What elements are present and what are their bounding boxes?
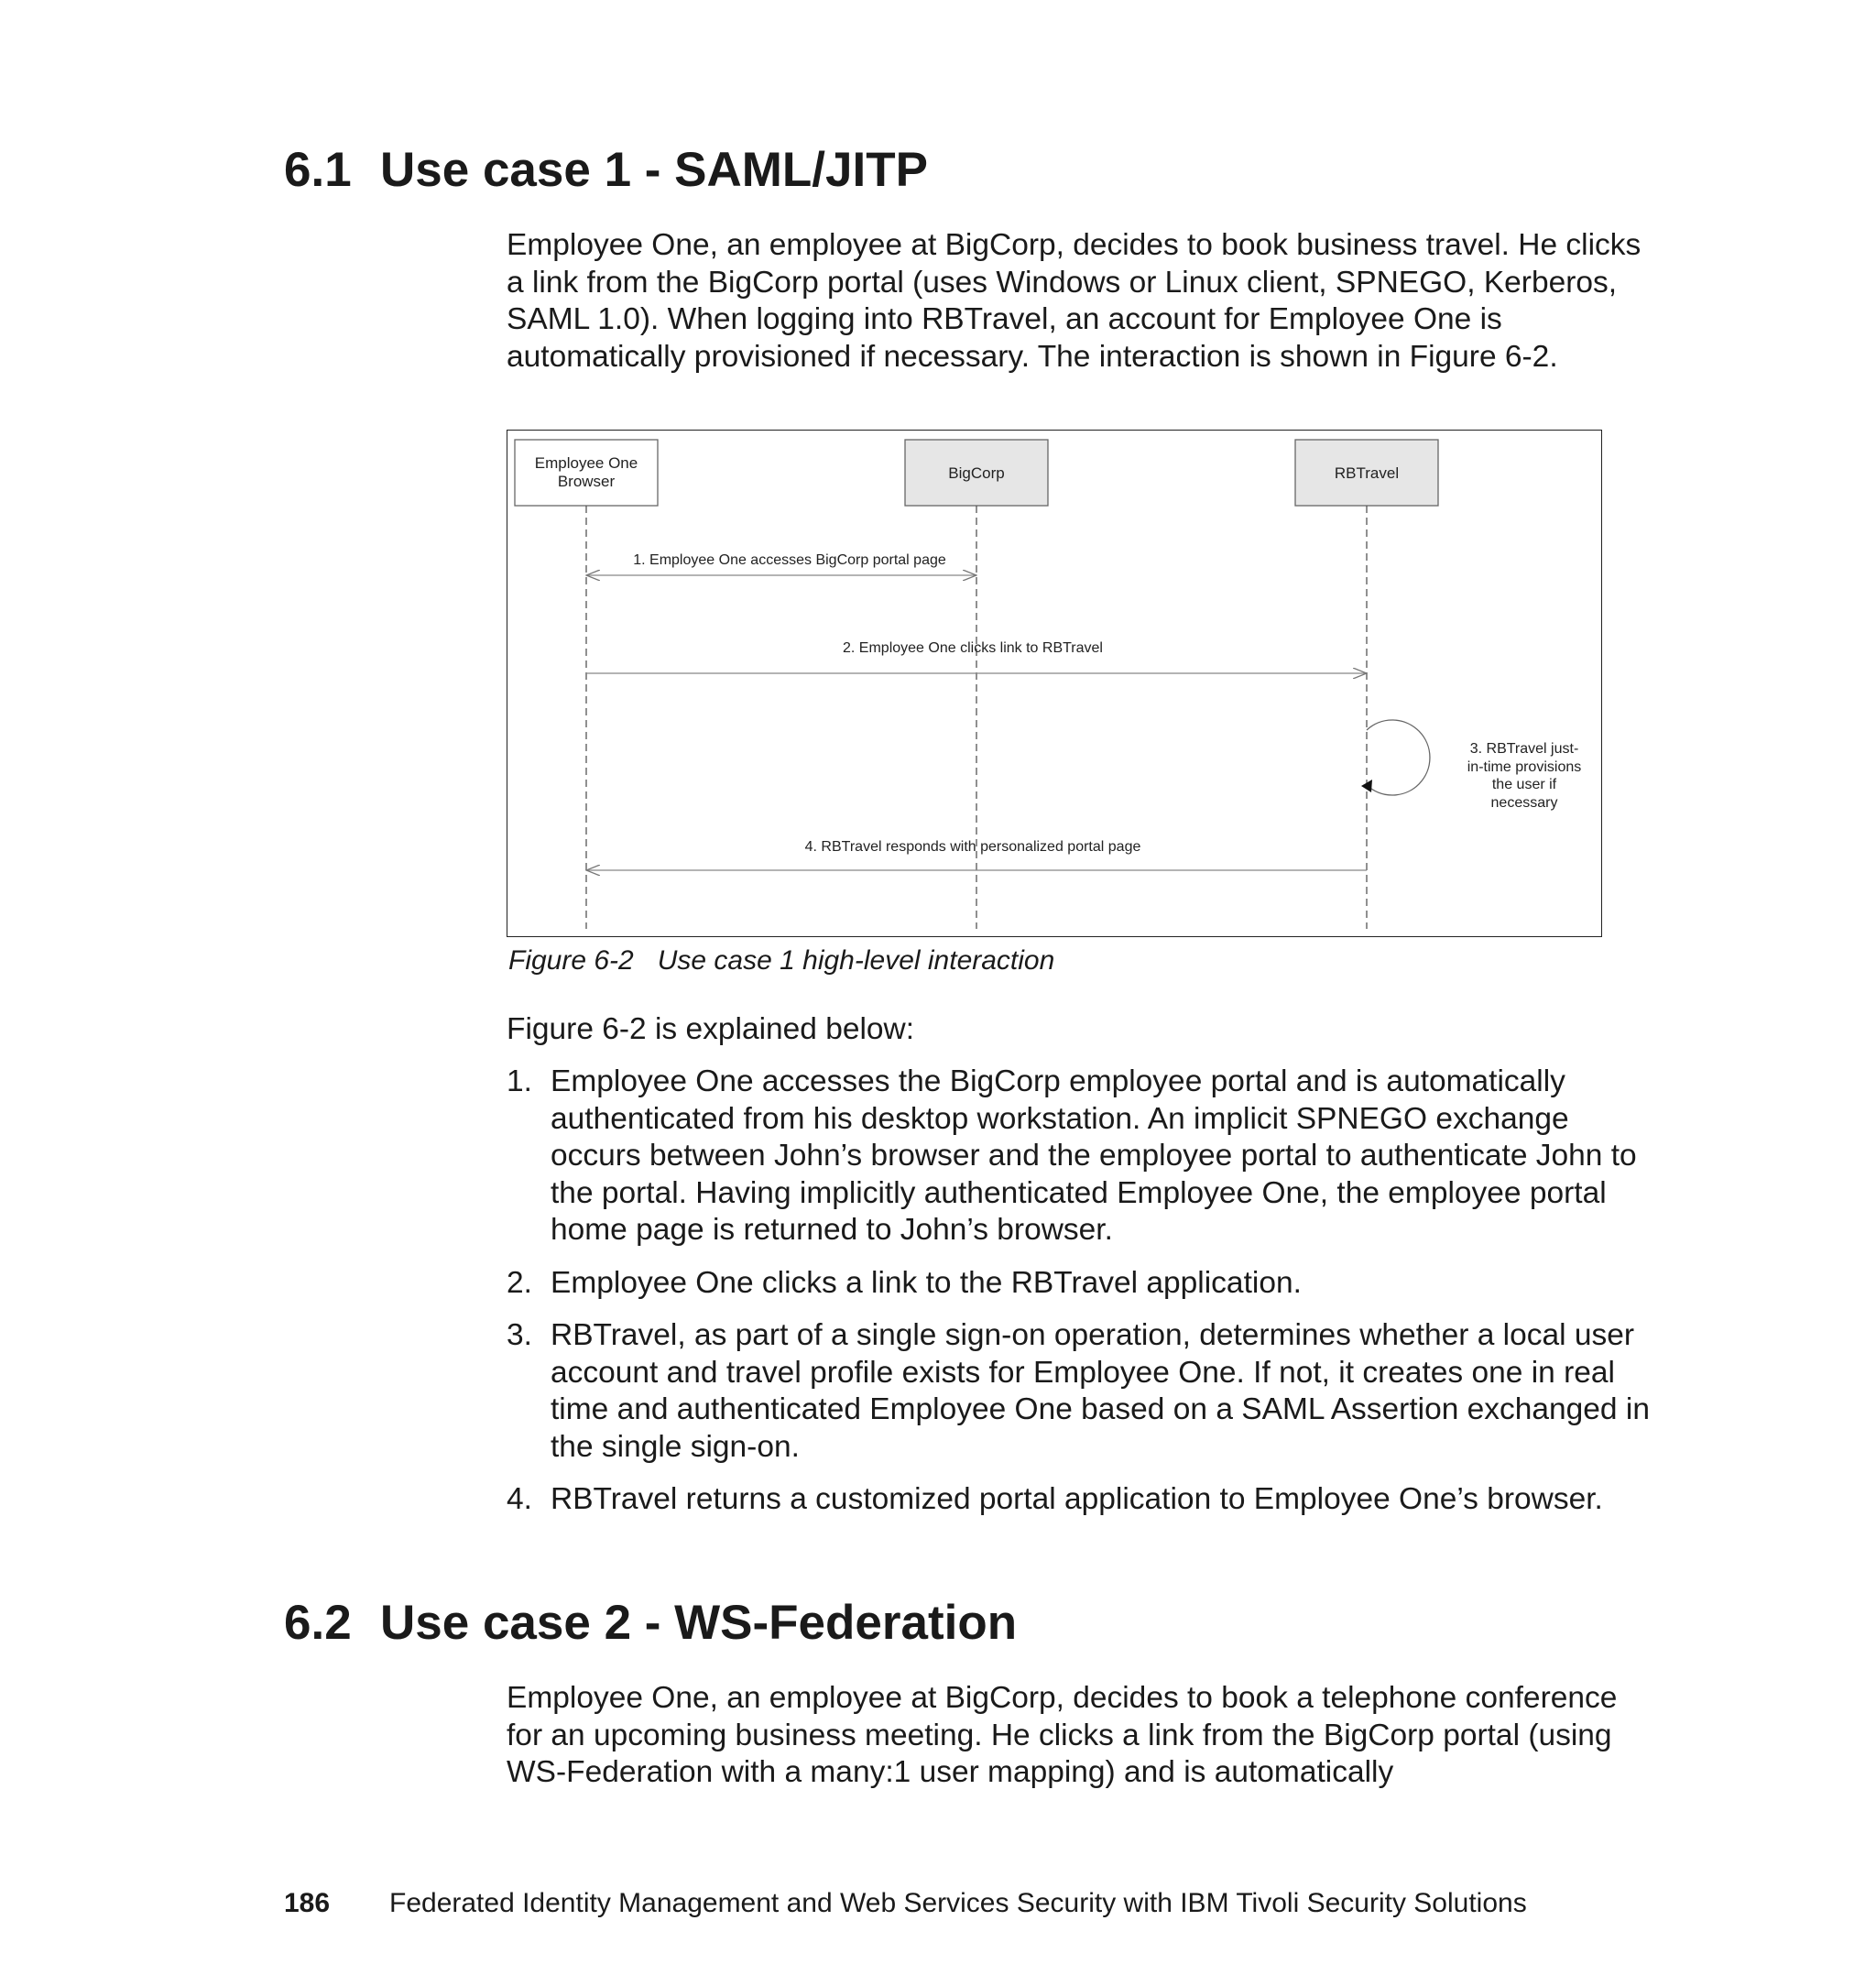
list-item-number: 2. (507, 1265, 532, 1300)
page-number: 186 (284, 1888, 331, 1918)
section-1-intro: Employee One, an employee at BigCorp, decides to book business travel. He clicks a link from the BigCorp portal (uses Windows or Linux client, SPNEGO, Kerberos, SAML 1.0). When logging into RBTravel, an account for Employee One is automatically provisioned if necessary. The interaction is shown in Figure 6-2. (507, 228, 1642, 374)
explanation-lead: Figure 6-2 is explained below: (507, 1012, 915, 1046)
message-4-label: 4. RBTravel responds with personalized portal page (804, 839, 1141, 855)
figure-caption (508, 945, 1054, 977)
section-heading-6-1 (284, 143, 928, 198)
list-item (507, 1064, 1661, 1249)
figure-caption-label: Figure 6-2 (508, 945, 634, 976)
book-title: Federated Identity Management and Web Services Security with IBM Tivoli Security Solutions (389, 1888, 1527, 1918)
self-note-line4: necessary (1490, 795, 1558, 811)
section-2-intro: Employee One, an employee at BigCorp, decides to book a telephone conference for an upcoming business meeting. He clicks a link from the BigCorp portal (using WS-Federation with a many:1 user mapping) and is automatically (507, 1681, 1618, 1789)
section-title: Use case 1 - SAML/JITP (380, 143, 928, 197)
list-item-text: RBTravel returns a customized portal application to Employee One’s browser. (551, 1482, 1603, 1516)
sequence-diagram (507, 430, 1602, 937)
actor-label-browser-line2: Browser (557, 473, 616, 490)
self-loop-arc (1367, 720, 1430, 795)
list-item-number: 3. (507, 1318, 532, 1352)
actor-label-bigcorp: BigCorp (948, 464, 1005, 482)
figure-caption-text: Use case 1 high-level interaction (657, 945, 1055, 976)
section-number: 6.1 (284, 143, 352, 197)
section-number: 6.2 (284, 1596, 352, 1650)
list-item-text: Employee One accesses the BigCorp employee portal and is automatically authenticated from his desktop workstation. An implicit SPNEGO exchange occurs between John’s browser and the employee portal to authenticate John to the portal. Having implicitly authenticated Employee One, the employee portal home page is returned to John’s browser. (551, 1064, 1637, 1247)
sequence-diagram-svg (507, 431, 1603, 938)
page-footer (284, 1888, 1527, 1919)
actor-label-browser-line1: Employee One (534, 454, 638, 472)
message-1-label: 1. Employee One accesses BigCorp portal page (633, 552, 946, 568)
self-note-line2: in-time provisions (1467, 759, 1582, 775)
section-heading-6-2 (284, 1596, 1017, 1651)
actor-label-rbtravel: RBTravel (1334, 464, 1400, 482)
list-item-number: 4. (507, 1482, 532, 1516)
list-item (507, 1481, 1661, 1519)
self-note-line1: 3. RBTravel just- (1469, 741, 1579, 757)
list-item (507, 1265, 1661, 1303)
explanation-steps (507, 1064, 1661, 1534)
self-note-line3: the user if (1491, 777, 1557, 792)
list-item-number: 1. (507, 1064, 532, 1098)
section-title: Use case 2 - WS-Federation (380, 1596, 1018, 1650)
message-2-label: 2. Employee One clicks link to RBTravel (843, 640, 1103, 656)
list-item-text: RBTravel, as part of a single sign-on operation, determines whether a local user account and travel profile exists for Employee One. If not, it creates one in real time and authenticated Employee One based on a SAML Assertion exchanged in the single sign-on. (551, 1318, 1650, 1464)
list-item (507, 1317, 1661, 1466)
list-item-text: Employee One clicks a link to the RBTravel application. (551, 1265, 1302, 1300)
